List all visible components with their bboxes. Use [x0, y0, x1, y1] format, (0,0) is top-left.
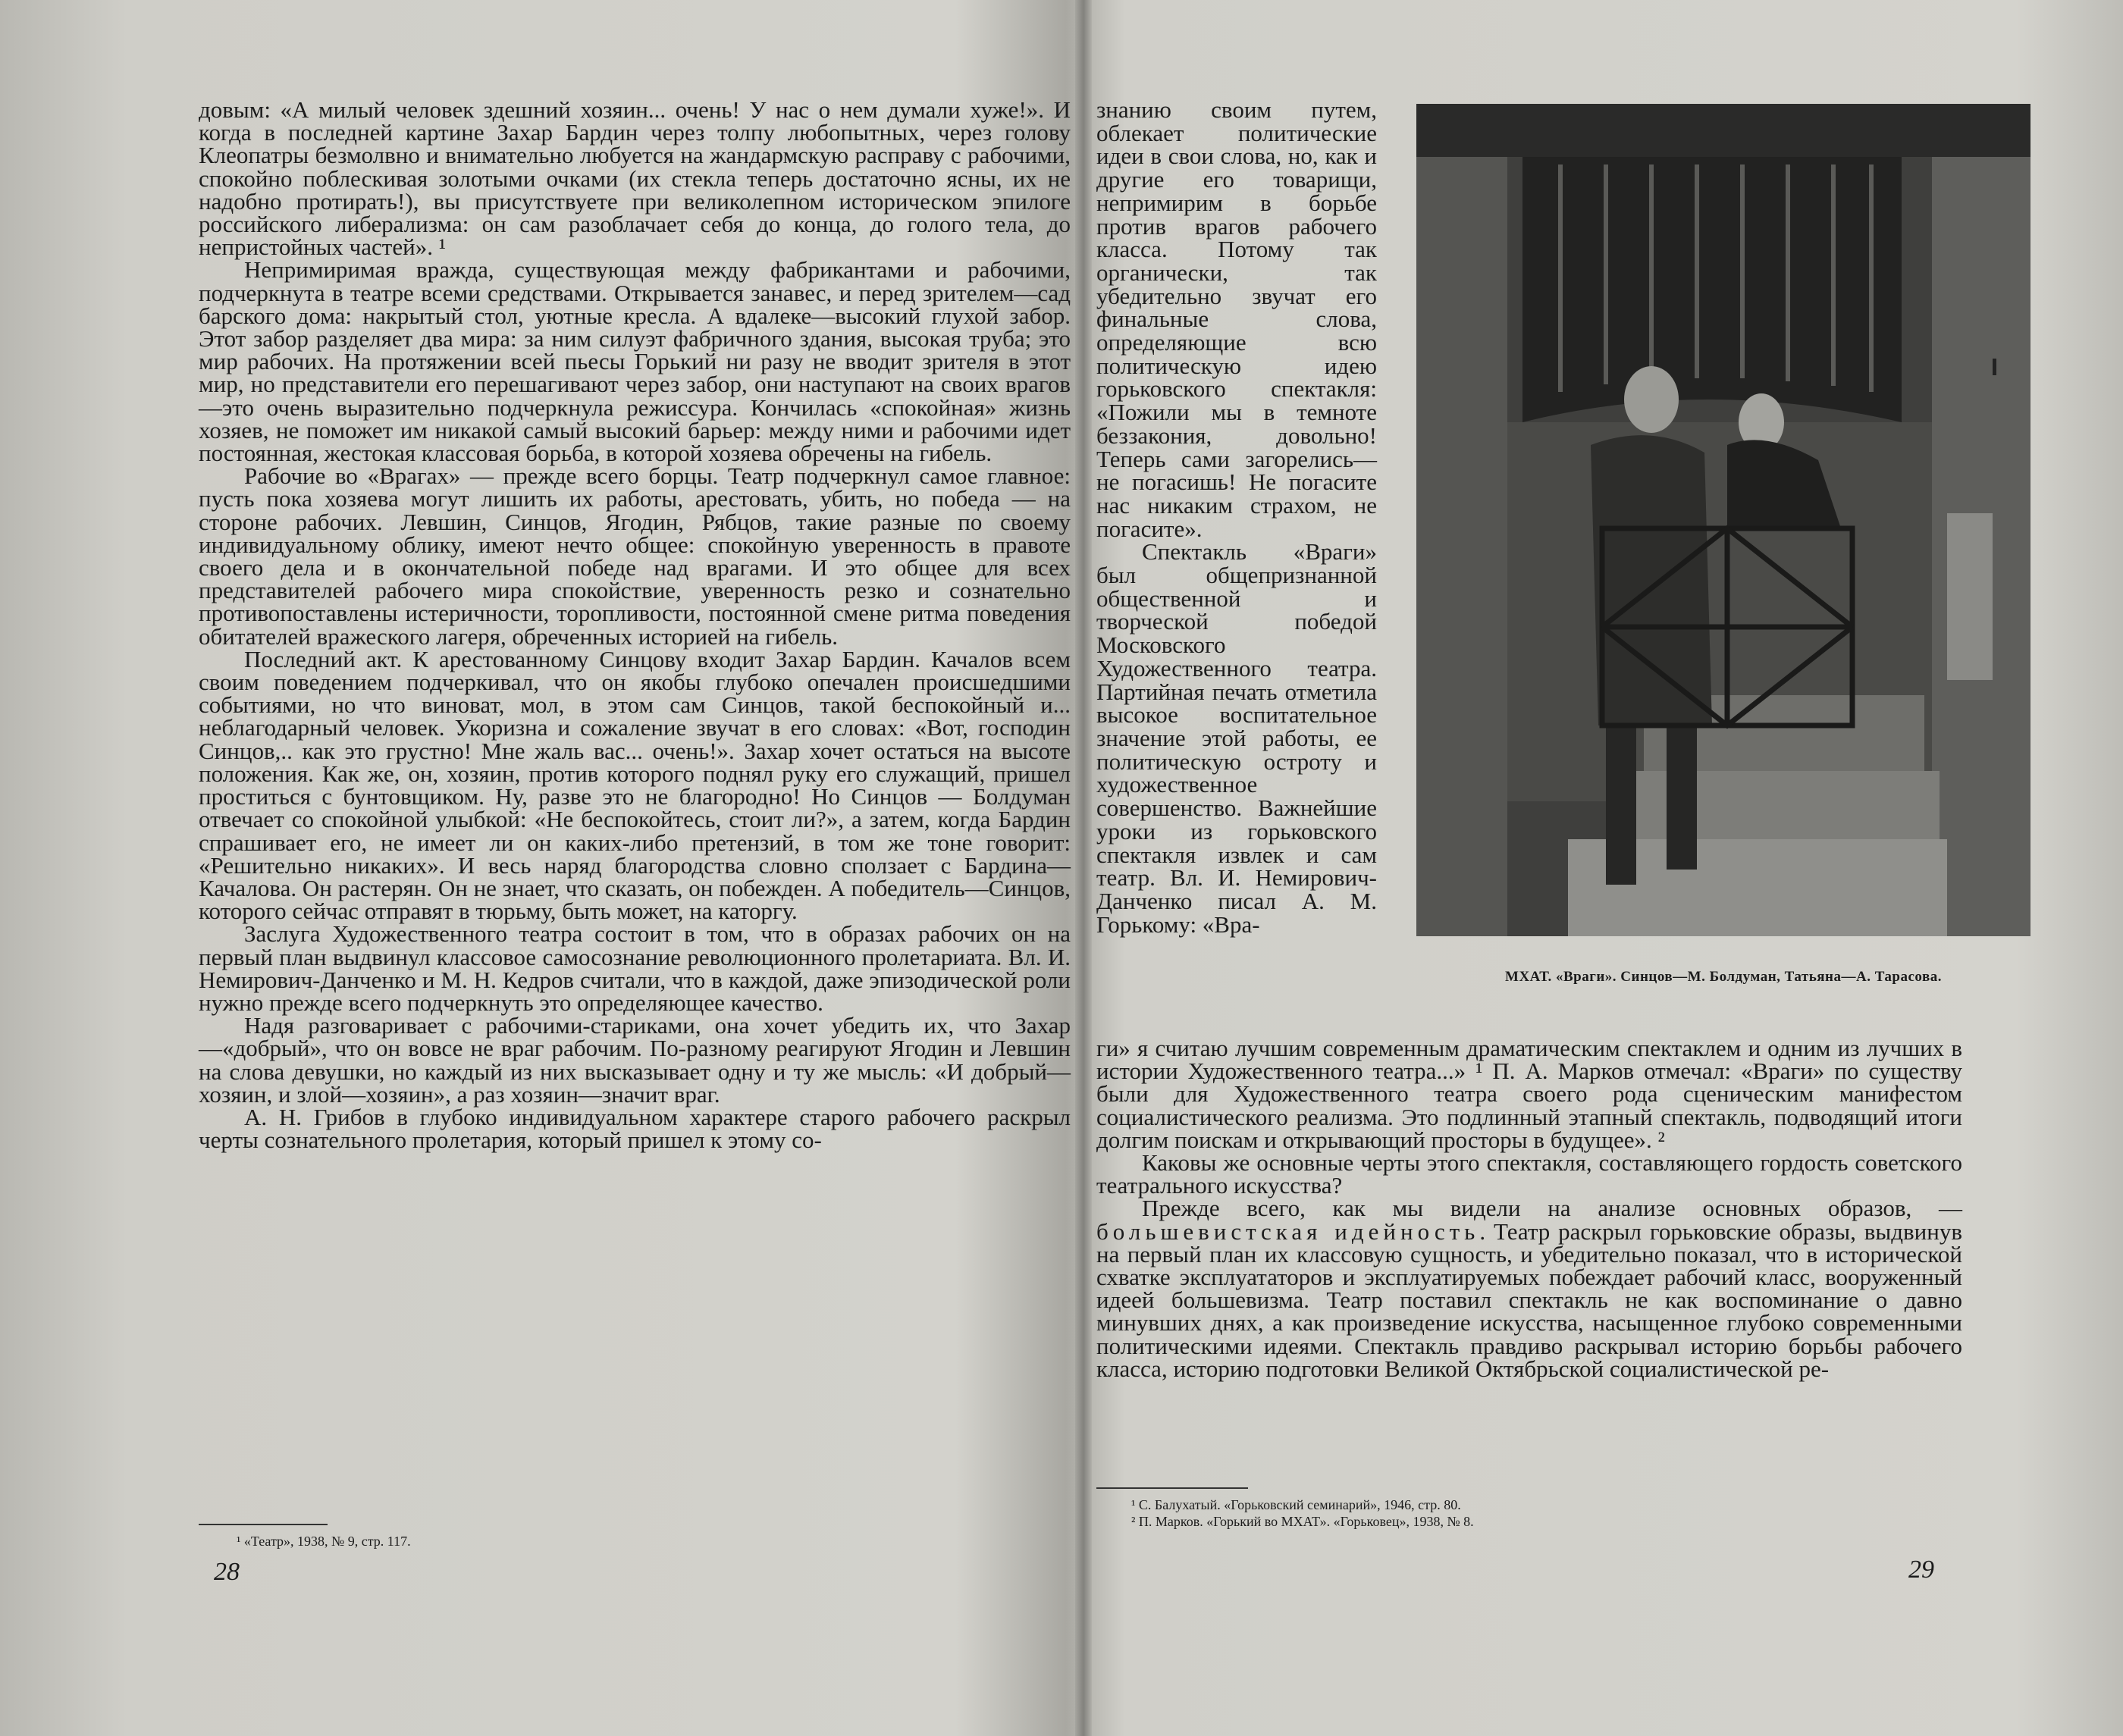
ink-speck	[1993, 359, 1996, 375]
paragraph: Рабочие во «Врагах» — прежде всего борцы. Театр подчеркнул самое главное: пусть пока хозяева могут лишить их работы, арестовать, убить, но победа — на стороне рабочих. Левшин, Синцов, Ягодин, Рябцов, такие разные по своему индивидуальному облику, имеют нечто общее: спокойную уверенность в правоте своего дела и в окончательной победе над врагами. И это общее для всех представителей рабочего мира спокойствие, уверенность резко и сознательно противопоставлены истеричности, торопливости, постоянной смене ритма поведения обитателей вражеского лагеря, обреченных историей на гибель.	[199, 462, 1071, 650]
paragraph: Заслуга Художественного театра состоит в том, что в образах рабочих он на первый план выдвинул классовое самосознание революционного пролетариата. Вл. И. Немирович-Данченко и М. Н. Кедров считали, что в каждой, даже эпизодической роли нужно прежде всего подчеркнуть это определяющее качество.	[199, 920, 1071, 1016]
paragraph: Надя разговаривает с рабочими-стариками, она хочет убедить их, что Захар—«добрый», что он вовсе не враг рабочим. По-разному реагируют Ягодин и Левшин на слова девушки, но каждый из них высказывает одну и ту же мысль: «И добрый—хозяин, и злой—хозяин», а раз хозяин—значит враг.	[199, 1012, 1071, 1108]
footnote: ¹ С. Балухатый. «Горьковский семинарий», 1946, стр. 80.	[1131, 1497, 1461, 1512]
paragraph: Каковы же основные черты этого спектакля, составляющего гордость советского театрального искусства?	[1096, 1149, 1962, 1199]
right-page-narrow-column	[1096, 96, 1377, 938]
theatre-photo	[1416, 104, 2030, 936]
paragraph	[1096, 1197, 1962, 1380]
paragraph: довым: «А милый человек здешний хозяин... очень! У нас о нем думали хуже!». И когда в последней картине Захар Бардин через толпу любопытных, через голову Клеопатры безмолвно и внимательно любуется на жандармскую расправу с рабочими, спокойно поблескивая золотыми очками (их стекла теперь достаточно ясны, их не надобно протирать!), вы присутствуете при великолепном историческом эпилоге российского либерализма: он сам разоблачает себя до конца, до голого тела, до непристойных частей». ¹	[199, 96, 1071, 261]
photo-caption: МХАТ. «Враги». Синцов—М. Болдуман, Татьяна—А. Тарасова.	[1505, 969, 1942, 985]
emphasis-spaced: большевистская идейность	[1096, 1217, 1480, 1245]
paragraph: знанию своим путем, облекает политические идеи в свои слова, но, как и другие его товарищи, непримирим в борьбе против врагов рабочего класса. Потому так органически, так убедительно звучат его финальные слова, определяющие всю политическую идею горьковского спектакля: «Пожили мы в темноте беззакония, довольно! Теперь сами загорелись— не погасишь! Не погасите нас никаким страхом, не погасите».	[1096, 96, 1377, 542]
footnote-rule	[1096, 1487, 1248, 1489]
paragraph: ги» я считаю лучшим современным драматическим спектаклем и одним из лучших в истории Художественного театра...» ¹ П. А. Марков отмечал: «Враги» по существу были для Художественного театра своего рода сценическим манифестом социалистического реализма. Это подлинный этапный спектакль, подводящий итоги долгим поискам и открывающий просторы в будущее». ²	[1096, 1035, 1962, 1153]
footnote-rule	[199, 1524, 328, 1525]
paragraph: Непримиримая вражда, существующая между фабрикантами и рабочими, подчеркнута в театре всеми средствами. Открывается занавес, и перед зрителем—сад барского дома: накрытый стол, уютные кресла. А вдалеке—высокий глухой забор. Этот забор разделяет два мира: за ним силуэт фабричного здания, высокая труба; это мир рабочих. На протяжении всей пьесы Горький ни разу не вводит зрителя в этот мир, но представители его перешагивают через забор, они наступают на своих врагов—это очень выразительно подчеркнула режиссура. Кончилась «спокойная» жизнь хозяев, не поможет им никакой самый высокий барьер: между ними и рабочими идет постоянная, жестокая классовая борьба, в которой хозяева обречены на гибель.	[199, 256, 1071, 467]
paragraph: Спектакль «Враги» был общепризнанной общественной и творческой победой Московского Художественного театра. Партийная печать отметила высокое воспитательное значение этой работы, ее политическую остроту и художественное совершенство. Важнейшие уроки из горьковского спектакля извлек и сам театр. Вл. И. Немирович-Данченко писал А. М. Горькому: «Вра-	[1096, 538, 1377, 938]
footnote: ¹ «Театр», 1938, № 9, стр. 117.	[237, 1534, 411, 1549]
left-page-text	[199, 96, 1071, 1154]
page-number: 29	[1908, 1556, 1934, 1584]
book-gutter	[1075, 0, 1092, 1736]
paragraph-lead: Прежде всего, как мы видели на анализе основных образов, —	[1142, 1195, 1962, 1222]
footnote: ² П. Марков. «Горький во МХАТ». «Горьковец», 1938, № 8.	[1131, 1514, 1474, 1529]
stage-scene-photo	[1416, 104, 2030, 936]
paragraph: А. Н. Грибов в глубоко индивидуальном характере старого рабочего раскрыл черты сознательного пролетария, который пришел к этому со-	[199, 1103, 1071, 1154]
paragraph-rest: . Театр раскрыл горьковские образы, выдвинув на первый план их классовую сущность, и убедительно показал, что в исторической схватке эксплуататоров и эксплуатируемых побеждает рабочий класс, вооруженный идеей большевизма. Театр поставил спектакль не как воспоминание о давно минувших днях, а как произведение искусства, насыщенное глубоко современными политическими идеями. Спектакль правдиво раскрывал историю борьбы рабочего класса, историю подготовки Великой Октябрьской социалистической ре-	[1096, 1217, 1962, 1382]
right-page-wide-column	[1096, 1037, 1962, 1380]
paragraph: Последний акт. К арестованному Синцову входит Захар Бардин. Качалов всем своим поведением подчеркивал, что он якобы глубоко опечален происшедшими событиями, но что виноват, мол, в этом сам Синцов, такой беспокойный и... неблагодарный человек. Укоризна и сожаление звучат в его словах: «Вот, господин Синцов,.. как это грустно! Мне жаль вас... очень!». Захар хочет остаться на высоте положения. Как же, он, хозяин, против которого поднял руку его служащий, пришел проститься с бунтовщиком. Ну, разве это не благородно! Но Синцов — Болдуман отвечает со спокойной улыбкой: «Не беспокойтесь, стоит ли?», а затем, когда Бардин спрашивает его, не имеет ли он каких-либо претензий, в том же тоне говорит: «Решительно никаких». И весь наряд благородства словно сползает с Бардина—Качалова. Он растерян. Он не знает, что сказать, он побежден. А победитель—Синцов, которого сейчас отправят в тюрьму, быть может, на каторгу.	[199, 645, 1071, 925]
page-number: 28	[214, 1558, 240, 1586]
